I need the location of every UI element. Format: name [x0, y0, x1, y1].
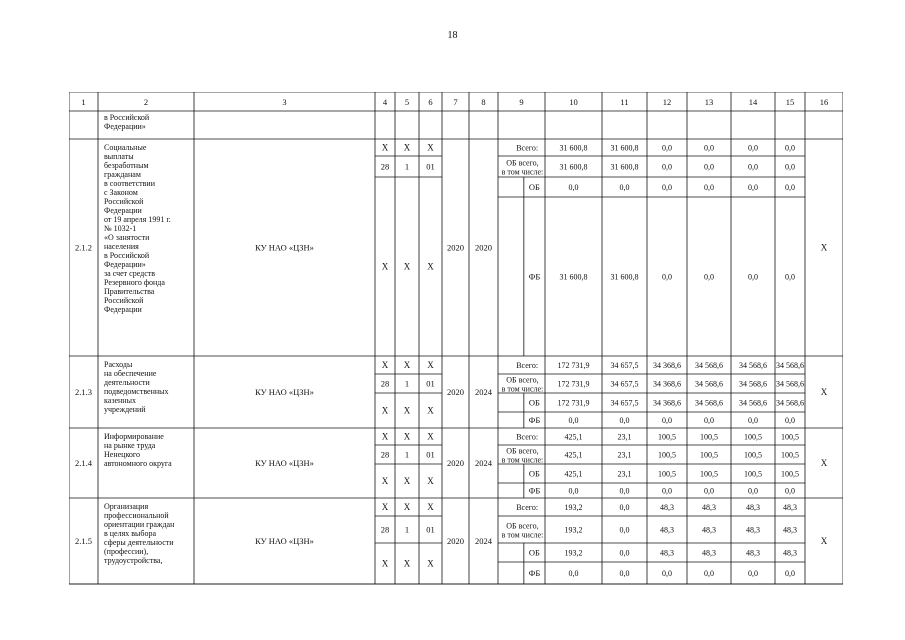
- column-header-15: 15: [785, 97, 795, 107]
- finance-value-col-10: 172 731,9: [557, 398, 590, 408]
- column-header-13: 13: [704, 97, 714, 107]
- finance-value-col-15: 100,5: [781, 432, 799, 442]
- continuation-name-line: Федерации»: [104, 122, 146, 131]
- code-bottom-2: X: [403, 558, 411, 569]
- program-table: [69, 92, 843, 592]
- code-value-1: 28: [380, 524, 390, 535]
- code-value-2: 1: [404, 449, 410, 460]
- row-executor: КУ НАО «ЦЗН»: [255, 242, 314, 253]
- finance-label-ob-total-sub: в том числе:: [501, 384, 544, 394]
- finance-value-col-12: 48,3: [660, 525, 674, 535]
- row-name-line: Информирование: [104, 432, 164, 441]
- row-name-line: ориентации граждан: [104, 520, 175, 529]
- finance-value-col-14: 34 568,6: [739, 361, 767, 370]
- code-bottom-3: X: [427, 558, 434, 569]
- finance-label-ob-total-sub: в том числе:: [501, 455, 544, 465]
- finance-value-col-14: 0,0: [748, 183, 758, 192]
- finance-value-col-12: 100,5: [658, 469, 676, 479]
- finance-value-col-11: 23,1: [617, 469, 632, 479]
- finance-value-col-10: 172 731,9: [557, 379, 590, 389]
- finance-value-col-13: 0,0: [704, 486, 714, 496]
- row-name-line: от 19 апреля 1991 г.: [104, 215, 171, 224]
- code-top-3: X: [427, 502, 434, 512]
- finance-value-col-10: 31 600,8: [559, 162, 588, 172]
- finance-value-col-15: 0,0: [785, 569, 795, 578]
- finance-value-col-15: 0,0: [785, 183, 795, 192]
- finance-value-col-10: 0,0: [568, 569, 579, 578]
- code-value-3: 01: [426, 449, 435, 460]
- finance-value-col-15: 0,0: [785, 272, 795, 282]
- finance-value-col-14: 100,5: [744, 450, 762, 460]
- start-year: 2020: [447, 458, 464, 468]
- finance-value-col-12: 48,3: [660, 548, 674, 558]
- finance-label-fb: ФБ: [528, 568, 541, 578]
- column-header-12: 12: [662, 97, 672, 107]
- finance-value-col-15: 0,0: [785, 486, 795, 496]
- finance-value-col-11: 0,0: [619, 548, 630, 558]
- finance-value-col-13: 34 568,6: [695, 361, 723, 370]
- finance-value-col-10: 0,0: [568, 183, 579, 192]
- row-name-line: профессиональной: [104, 511, 169, 520]
- finance-value-col-10: 193,2: [564, 525, 583, 535]
- finance-value-col-15: 34 568,6: [776, 379, 804, 389]
- code-value-2: 1: [404, 378, 410, 389]
- row-name-line: подведомственных: [104, 387, 169, 396]
- column-header-6: 6: [428, 97, 433, 107]
- column-header-14: 14: [748, 97, 758, 107]
- code-top-3: X: [427, 431, 434, 442]
- finance-value-col-15: 0,0: [785, 143, 795, 153]
- continuation-name-line: в Российской: [104, 113, 150, 122]
- row-name-line: выплаты: [104, 152, 134, 161]
- finance-label-total: Всего:: [516, 503, 539, 512]
- code-top-1: X: [381, 502, 389, 512]
- finance-value-col-12: 0,0: [662, 486, 672, 496]
- code-bottom-2: X: [403, 476, 411, 486]
- finance-value-col-15: 48,3: [783, 525, 797, 535]
- finance-value-col-10: 0,0: [568, 486, 579, 496]
- finance-value-col-14: 0,0: [748, 272, 758, 282]
- finance-value-col-11: 0,0: [619, 525, 630, 535]
- row-name-line: Резервного фонда: [104, 278, 165, 287]
- row-name-line: в соответствии: [104, 179, 155, 188]
- code-value-2: 1: [404, 161, 410, 172]
- row-name-line: на рынке труда: [104, 441, 156, 450]
- finance-value-col-14: 34 568,6: [739, 379, 767, 389]
- row-name-line: Федерации: [104, 305, 142, 314]
- finance-value-col-11: 31 600,8: [610, 272, 639, 282]
- code-bottom-1: X: [381, 405, 389, 416]
- row-id: 2.1.5: [75, 536, 92, 546]
- finance-value-col-11: 31 600,8: [610, 143, 639, 153]
- finance-value-col-12: 34 368,6: [653, 379, 681, 389]
- finance-value-col-14: 0,0: [748, 416, 758, 425]
- code-bottom-3: X: [427, 476, 434, 486]
- result-mark: X: [820, 242, 828, 253]
- row-name-line: трудоустройства,: [104, 556, 163, 565]
- finance-value-col-13: 48,3: [702, 525, 716, 535]
- start-year: 2020: [447, 242, 464, 253]
- finance-value-col-11: 34 657,5: [610, 398, 639, 408]
- end-year: 2024: [475, 458, 492, 468]
- finance-label-ob: ОБ: [528, 468, 540, 479]
- finance-value-col-12: 100,5: [658, 432, 676, 442]
- finance-value-col-11: 0,0: [619, 486, 630, 496]
- finance-label-total: Всего:: [516, 143, 539, 153]
- row-name-line: автономного округа: [104, 459, 172, 468]
- finance-value-col-15: 100,5: [781, 469, 799, 479]
- finance-value-col-14: 34 568,6: [739, 398, 767, 408]
- finance-value-col-12: 48,3: [660, 503, 674, 512]
- finance-label-ob-total: ОБ всего,: [506, 446, 539, 456]
- row-name-line: безработным: [104, 161, 149, 170]
- row-name-line: «О занятости: [104, 233, 150, 242]
- finance-value-col-15: 48,3: [783, 503, 797, 512]
- finance-value-col-12: 0,0: [662, 162, 672, 172]
- finance-value-col-10: 193,2: [564, 548, 583, 558]
- finance-value-col-10: 425,1: [564, 469, 583, 479]
- finance-value-col-13: 0,0: [704, 272, 714, 282]
- start-year: 2020: [447, 387, 464, 397]
- code-bottom-3: X: [427, 261, 434, 272]
- code-value-2: 1: [404, 524, 410, 535]
- code-bottom-1: X: [381, 261, 389, 272]
- code-value-3: 01: [426, 161, 435, 172]
- column-header-16: 16: [819, 97, 829, 107]
- result-mark: X: [820, 458, 828, 468]
- column-header-1: 1: [81, 97, 86, 107]
- finance-value-col-10: 193,2: [564, 503, 583, 512]
- finance-label-fb: ФБ: [528, 485, 541, 496]
- finance-value-col-10: 31 600,8: [559, 272, 588, 282]
- code-bottom-2: X: [403, 405, 411, 416]
- row-name-line: Социальные: [104, 143, 147, 152]
- row-name-line: Федерации»: [104, 260, 146, 269]
- column-header-10: 10: [569, 97, 578, 107]
- finance-value-col-11: 31 600,8: [610, 162, 639, 172]
- finance-value-col-13: 48,3: [702, 548, 716, 558]
- column-header-7: 7: [453, 97, 458, 107]
- finance-value-col-13: 34 568,6: [695, 398, 723, 408]
- code-value-1: 28: [380, 161, 390, 172]
- row-name-line: Российской: [104, 296, 144, 305]
- row-executor: КУ НАО «ЦЗН»: [255, 536, 314, 546]
- row-name-line: в Российской: [104, 251, 150, 260]
- row-name-line: Ненецкого: [104, 450, 141, 459]
- code-top-1: X: [381, 360, 389, 370]
- finance-value-col-15: 34 568,6: [776, 398, 804, 408]
- finance-value-col-11: 0,0: [619, 183, 630, 192]
- row-name-line: Расходы: [104, 360, 133, 369]
- row-executor: КУ НАО «ЦЗН»: [255, 387, 314, 397]
- finance-value-col-10: 425,1: [564, 432, 583, 442]
- code-value-1: 28: [380, 378, 390, 389]
- finance-value-col-10: 31 600,8: [559, 143, 588, 153]
- finance-value-col-14: 48,3: [746, 525, 760, 535]
- row-name-line: Российской: [104, 197, 144, 206]
- code-bottom-2: X: [403, 261, 411, 272]
- finance-value-col-13: 0,0: [704, 416, 714, 425]
- finance-label-ob: ОБ: [528, 182, 540, 192]
- row-executor: КУ НАО «ЦЗН»: [255, 458, 314, 468]
- row-name-line: за счет средств: [104, 269, 156, 278]
- finance-value-col-12: 0,0: [662, 416, 672, 425]
- finance-label-total: Всего:: [516, 432, 539, 442]
- finance-value-col-12: 0,0: [662, 272, 672, 282]
- row-name-line: (профессии),: [104, 547, 149, 556]
- finance-value-col-14: 0,0: [748, 143, 758, 153]
- finance-value-col-11: 23,1: [617, 450, 632, 460]
- finance-value-col-10: 0,0: [568, 416, 579, 425]
- row-id: 2.1.4: [75, 458, 92, 468]
- finance-value-col-11: 0,0: [619, 569, 630, 578]
- column-header-11: 11: [620, 97, 629, 107]
- code-top-2: X: [403, 142, 411, 153]
- finance-value-col-12: 0,0: [662, 569, 672, 578]
- finance-value-col-12: 0,0: [662, 183, 672, 192]
- finance-value-col-12: 34 368,6: [653, 398, 681, 408]
- finance-value-col-13: 100,5: [700, 450, 718, 460]
- end-year: 2024: [475, 387, 492, 397]
- end-year: 2020: [475, 242, 492, 253]
- row-name-line: сферы деятельности: [104, 538, 174, 547]
- code-top-1: X: [381, 142, 389, 153]
- finance-value-col-14: 48,3: [746, 503, 760, 512]
- result-mark: X: [820, 387, 828, 397]
- row-name-line: Организация: [104, 502, 149, 511]
- code-bottom-1: X: [381, 558, 389, 569]
- row-name-line: деятельности: [104, 378, 150, 387]
- code-top-2: X: [403, 360, 411, 370]
- finance-value-col-10: 172 731,9: [557, 361, 590, 370]
- finance-label-fb: ФБ: [528, 271, 541, 282]
- finance-value-col-15: 0,0: [785, 416, 795, 425]
- code-top-1: X: [381, 431, 389, 442]
- finance-value-col-13: 0,0: [704, 183, 714, 192]
- code-bottom-1: X: [381, 476, 389, 486]
- result-mark: X: [820, 536, 828, 546]
- finance-value-col-11: 0,0: [619, 503, 630, 512]
- column-header-5: 5: [404, 97, 410, 107]
- code-top-3: X: [427, 360, 434, 370]
- finance-value-col-14: 0,0: [748, 569, 758, 578]
- finance-label-fb: ФБ: [528, 415, 541, 425]
- finance-label-ob-total: ОБ всего,: [506, 158, 539, 168]
- row-id: 2.1.2: [75, 242, 92, 253]
- row-name-line: гражданам: [104, 170, 141, 179]
- row-name-line: Правительства: [104, 287, 155, 296]
- code-bottom-3: X: [427, 405, 434, 416]
- finance-label-ob-total-sub: в том числе:: [501, 167, 544, 177]
- row-name-line: с Законом: [104, 188, 138, 197]
- code-top-2: X: [403, 431, 411, 442]
- row-name-line: № 1032-1: [104, 224, 137, 233]
- code-value-3: 01: [426, 378, 435, 389]
- finance-value-col-13: 0,0: [704, 569, 714, 578]
- column-header-2: 2: [143, 97, 149, 107]
- start-year: 2020: [447, 536, 464, 546]
- finance-value-col-14: 100,5: [744, 432, 762, 442]
- finance-value-col-11: 34 657,5: [610, 379, 639, 389]
- finance-value-col-13: 34 568,6: [695, 379, 723, 389]
- code-value-1: 28: [380, 449, 390, 460]
- row-name-line: на обеспечение: [104, 369, 157, 378]
- finance-label-ob: ОБ: [528, 547, 540, 558]
- column-header-8: 8: [481, 97, 486, 107]
- finance-value-col-10: 425,1: [564, 450, 583, 460]
- finance-label-ob-total: ОБ всего,: [506, 375, 539, 385]
- page-number: 18: [447, 30, 458, 41]
- row-name-line: Федерации: [104, 206, 142, 215]
- finance-value-col-13: 0,0: [704, 143, 714, 153]
- finance-label-ob-total: ОБ всего,: [506, 521, 539, 531]
- end-year: 2024: [475, 536, 492, 546]
- finance-value-col-13: 48,3: [702, 503, 716, 512]
- row-id: 2.1.3: [75, 387, 92, 397]
- finance-label-total: Всего:: [516, 361, 539, 370]
- column-header-3: 3: [282, 97, 287, 107]
- row-name-line: населения: [104, 242, 139, 251]
- code-top-3: X: [427, 142, 434, 153]
- column-header-4: 4: [382, 97, 388, 107]
- finance-value-col-11: 34 657,5: [610, 361, 639, 370]
- finance-value-col-11: 23,1: [617, 432, 632, 442]
- program-table-grid: [69, 92, 843, 592]
- row-name-line: учреждений: [104, 405, 146, 414]
- row-name-line: в целях выбора: [104, 529, 157, 538]
- finance-label-ob-total-sub: в том числе:: [501, 530, 544, 540]
- column-header-9: 9: [519, 97, 524, 107]
- code-top-2: X: [403, 502, 411, 512]
- finance-value-col-15: 0,0: [785, 162, 795, 172]
- finance-value-col-14: 0,0: [748, 486, 758, 496]
- finance-value-col-12: 100,5: [658, 450, 676, 460]
- finance-label-ob: ОБ: [528, 397, 540, 408]
- finance-value-col-15: 100,5: [781, 450, 799, 460]
- code-value-3: 01: [426, 524, 435, 535]
- finance-value-col-12: 0,0: [662, 143, 672, 153]
- finance-value-col-13: 100,5: [700, 469, 718, 479]
- row-name-line: казенных: [104, 396, 136, 405]
- finance-value-col-14: 100,5: [744, 469, 762, 479]
- finance-value-col-14: 48,3: [746, 548, 760, 558]
- finance-value-col-13: 0,0: [704, 162, 714, 172]
- finance-value-col-15: 48,3: [783, 548, 797, 558]
- finance-value-col-13: 100,5: [700, 432, 718, 442]
- finance-value-col-11: 0,0: [619, 416, 630, 425]
- finance-value-col-12: 34 368,6: [653, 361, 681, 370]
- finance-value-col-14: 0,0: [748, 162, 758, 172]
- finance-value-col-15: 34 568,6: [776, 361, 804, 370]
